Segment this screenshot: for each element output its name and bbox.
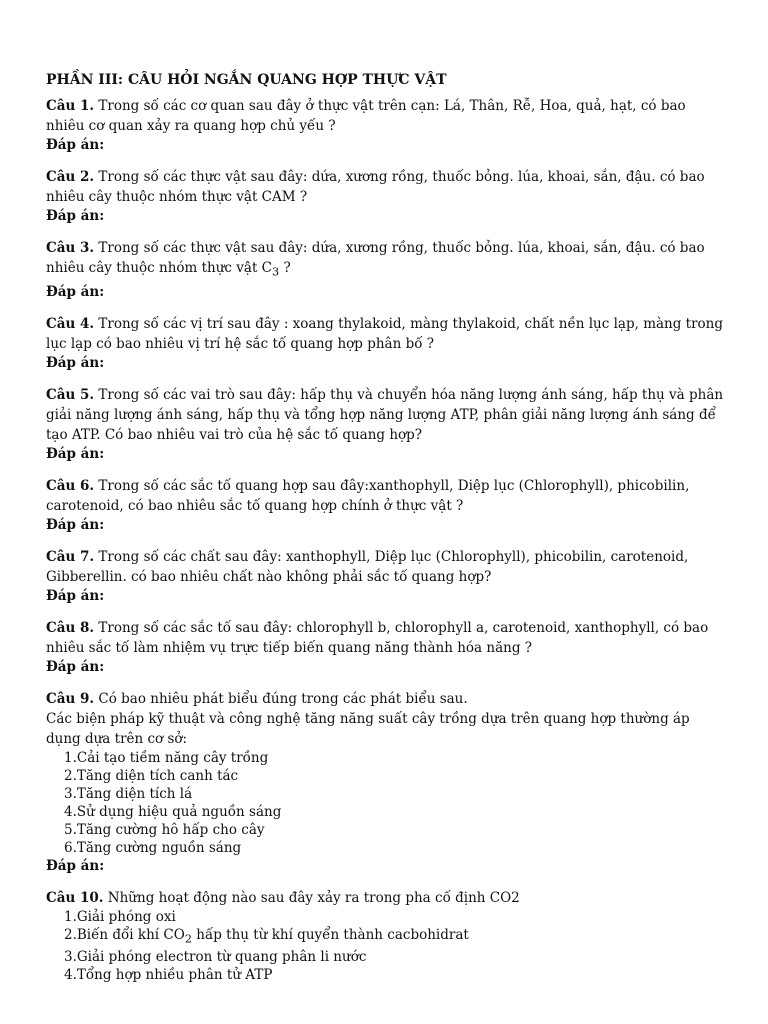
list-item: 1.Giải phóng oxi (64, 908, 176, 925)
question-number: Câu 5. (46, 386, 95, 403)
question-8 (46, 618, 728, 676)
list-item: 5.Tăng cường hô hấp cho cây (64, 821, 265, 838)
list-item-text: 2.Biến đổi khí CO (64, 926, 185, 943)
list-item-text-tail: hấp thụ từ khí quyển thành cacbohidrat (191, 926, 469, 943)
question-9 (46, 689, 728, 875)
list-item: 1.Cải tạo tiềm năng cây trồng (64, 749, 269, 766)
answer-label: Đáp án: (46, 283, 105, 300)
question-5 (46, 385, 728, 463)
question-number: Câu 6. (46, 477, 95, 494)
answer-label: Đáp án: (46, 857, 105, 874)
question-text: Trong số các sắc tố quang hợp sau đây:xanthophyll, Diệp lục (Chlorophyll), phicobilin, carotenoid, có bao nhiêu sắc tố quang hợp chính ở thực vật ? (46, 477, 690, 514)
statement-list (46, 908, 728, 985)
question-number: Câu 4. (46, 315, 95, 332)
answer-label: Đáp án: (46, 208, 105, 224)
question-text: Trong số các thực vật sau đây: dứa, xương rồng, thuốc bỏng. lúa, khoai, sắn, đậu. có bao nhiêu cây thuộc nhóm thực vật C (46, 240, 705, 276)
question-6 (46, 476, 728, 534)
question-4 (46, 314, 728, 372)
section-title: PHẦN III: CÂU HỎI NGẮN QUANG HỢP THỰC VẬT (46, 72, 447, 88)
question-text: Trong số các cơ quan sau đây ở thực vật trên cạn: Lá, Thân, Rễ, Hoa, quả, hạt, có bao nhiêu cơ quan xảy ra quang hợp chủ yếu ? (46, 98, 686, 134)
statement-list (46, 749, 728, 857)
list-item: 4.Sử dụng hiệu quả nguồn sáng (64, 803, 282, 820)
question-number: Câu 3. (46, 240, 95, 256)
answer-label: Đáp án: (46, 587, 105, 604)
answer-label: Đáp án: (46, 658, 105, 675)
answer-label: Đáp án: (46, 516, 105, 533)
question-text: Trong số các vị trí sau đây : xoang thylakoid, màng thylakoid, chất nền lục lạp, màng trong lục lạp có bao nhiêu vị trí hệ sắc tố quang hợp phân bố ? (46, 315, 724, 352)
question-text: Có bao nhiêu phát biểu đúng trong các phát biểu sau. (94, 690, 468, 707)
question-number: Câu 9. (46, 690, 95, 707)
question-number: Câu 1. (46, 98, 95, 114)
question-text: Trong số các chất sau đây: xanthophyll, Diệp lục (Chlorophyll), phicobilin, carotenoid, Gibberellin. có bao nhiêu chất nào không phải sắc tố quang hợp? (46, 548, 689, 585)
subscript: 3 (272, 265, 280, 279)
list-item: 3.Giải phóng electron từ quang phân li nước (64, 949, 367, 966)
list-item: 2.Tăng diện tích canh tác (64, 767, 239, 784)
question-7 (46, 547, 728, 605)
question-3 (46, 238, 728, 301)
list-item: 3.Tăng diện tích lá (64, 785, 193, 802)
answer-label: Đáp án: (46, 445, 105, 462)
list-item: 6.Tăng cường nguồn sáng (64, 839, 242, 856)
question-number: Câu 7. (46, 548, 95, 565)
question-number: Câu 8. (46, 619, 95, 636)
answer-label: Đáp án: (46, 137, 105, 153)
answer-label: Đáp án: (46, 354, 105, 371)
question-number: Câu 10. (46, 889, 104, 906)
list-item (64, 926, 728, 949)
subscript: 2 (184, 932, 192, 946)
question-text-tail: ? (279, 260, 291, 276)
question-text: Trong số các sắc tố sau đây: chlorophyll b, chlorophyll a, carotenoid, xanthophyll, có bao nhiêu sắc tố làm nhiệm vụ trực tiếp biến quang năng thành hóa năng ? (46, 619, 709, 656)
question-text: Trong số các thực vật sau đây: dứa, xương rồng, thuốc bỏng. lúa, khoai, sắn, đậu. có bao nhiêu cây thuộc nhóm thực vật CAM ? (46, 169, 705, 205)
list-item: 4.Tổng hợp nhiều phân tử ATP (64, 967, 273, 984)
question-text: Trong số các vai trò sau đây: hấp thụ và chuyển hóa năng lượng ánh sáng, hấp thụ và phân giải năng lượng ánh sáng, hấp thụ và tổng hợp năng lượng ATP, phân giải năng lượng ánh sáng để tạo ATP. Có bao nhiêu vai trò của hệ sắc tố quang hợp? (46, 386, 724, 443)
question-text: Những hoạt động nào sau đây xảy ra trong pha cố định CO2 (103, 889, 520, 906)
question-intro: Các biện pháp kỹ thuật và công nghệ tăng năng suất cây trồng dựa trên quang hợp thường áp dụng dựa trên cơ sở: (46, 710, 690, 747)
question-number: Câu 2. (46, 169, 95, 185)
question-2 (46, 167, 728, 225)
question-1 (46, 96, 728, 154)
question-10 (46, 888, 728, 985)
